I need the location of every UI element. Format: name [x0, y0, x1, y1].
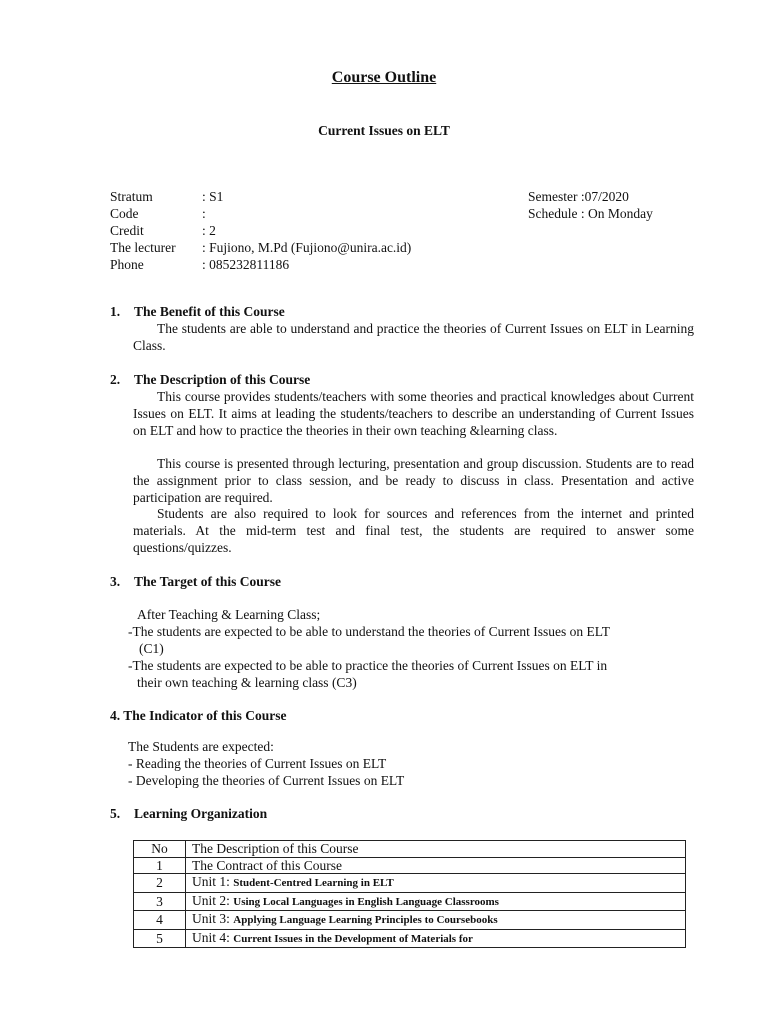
- unit-title: Current Issues in the Development of Materials for: [233, 932, 473, 945]
- section-title: The Description of this Course: [134, 372, 311, 387]
- benefit-text: The students are able to understand and practice the theories of Current Issues on ELT in Learning Class.: [133, 321, 694, 353]
- target-item-2-line-1: -The students are expected to be able to practice the theories of Current Issues on ELT in: [128, 658, 608, 673]
- stratum-label: Stratum: [110, 189, 153, 204]
- unit-title: Applying Language Learning Principles to Coursebooks: [233, 914, 498, 926]
- table-header-row: [134, 841, 686, 858]
- row-number: 3: [134, 892, 186, 911]
- table-row: [134, 911, 686, 930]
- table-row: [134, 874, 686, 893]
- section-title: The Benefit of this Course: [134, 304, 285, 319]
- lecturer-label: The lecturer: [110, 240, 176, 255]
- section-target-heading: [110, 574, 281, 591]
- description-paragraph-1: This course provides students/teachers with some theories and practical knowledges about Current Issues on ELT. It aims at leading the students/teachers to describe an understanding of Current Issues on ELT and how to practice the theories in their own teaching &learning class.: [133, 389, 694, 438]
- description-paragraph-2: This course is presented through lecturing, presentation and group discussion. Students are to read the assignment prior to class session, and be ready to discuss in class. Presentation and active participation are required.: [133, 456, 694, 505]
- section-title: Learning Organization: [134, 806, 268, 821]
- section-benefit-heading: [110, 304, 285, 321]
- row-prefix: Unit 2:: [192, 892, 230, 908]
- indicator-item-1: - Reading the theories of Current Issues on ELT: [128, 756, 387, 771]
- row-description: [186, 911, 686, 930]
- stratum-value: : S1: [202, 189, 224, 204]
- table-row: [134, 857, 686, 874]
- section-indicator-heading: 4. The Indicator of this Course: [110, 708, 287, 723]
- credit-value: : 2: [202, 223, 216, 238]
- unit-title: Student-Centred Learning in ELT: [233, 877, 394, 889]
- indicator-item-2: - Developing the theories of Current Issues on ELT: [128, 773, 405, 788]
- row-number: 1: [134, 857, 186, 874]
- target-item-1-line-2: (C1): [139, 641, 164, 656]
- column-header-no: No: [134, 841, 186, 858]
- table-row: [134, 929, 686, 948]
- row-prefix: The Contract of this Course: [192, 857, 342, 873]
- section-number: 5.: [110, 806, 121, 821]
- phone-value: : 085232811186: [202, 257, 290, 272]
- row-description: [186, 892, 686, 911]
- semester: Semester :07/2020: [528, 189, 629, 204]
- code-value: :: [202, 206, 206, 221]
- section-number: 2.: [110, 372, 121, 387]
- schedule: Schedule : On Monday: [528, 206, 653, 221]
- row-prefix: Unit 3:: [192, 911, 230, 926]
- credit-label: Credit: [110, 223, 144, 238]
- section-number: 1.: [110, 304, 121, 319]
- section-number: 3.: [110, 574, 121, 589]
- table-row: [134, 892, 686, 911]
- indicator-intro: The Students are expected:: [128, 739, 274, 754]
- target-intro: After Teaching & Learning Class;: [137, 607, 321, 622]
- row-prefix: Unit 4:: [192, 929, 230, 945]
- section-title: The Target of this Course: [134, 574, 282, 589]
- row-description: [186, 857, 686, 874]
- phone-label: Phone: [110, 257, 144, 272]
- target-item-1-line-1: -The students are expected to be able to understand the theories of Current Issues on ELT: [128, 624, 610, 639]
- row-number: 4: [134, 911, 186, 930]
- row-number: 2: [134, 874, 186, 893]
- unit-title: Using Local Languages in English Language Classrooms: [233, 895, 499, 908]
- column-header-description: The Description of this Course: [186, 841, 686, 858]
- section-organization-heading: [110, 806, 267, 823]
- row-description: [186, 929, 686, 948]
- description-paragraph-3: Students are also required to look for sources and references from the internet and printed materials. At the mid-term test and final test, the students are required to answer some questions/quizzes.: [133, 506, 694, 555]
- row-prefix: Unit 1:: [192, 874, 230, 889]
- lecturer-value: : Fujiono, M.Pd (Fujiono@unira.ac.id): [202, 240, 412, 255]
- section-description-heading: [110, 372, 310, 389]
- row-number: 5: [134, 929, 186, 948]
- page-title: Course Outline: [331, 69, 437, 86]
- row-description: [186, 874, 686, 893]
- code-label: Code: [110, 206, 139, 221]
- target-item-2-line-2: their own teaching & learning class (C3): [137, 675, 357, 690]
- learning-organization-table: [133, 840, 686, 948]
- course-subtitle: Current Issues on ELT: [318, 123, 450, 138]
